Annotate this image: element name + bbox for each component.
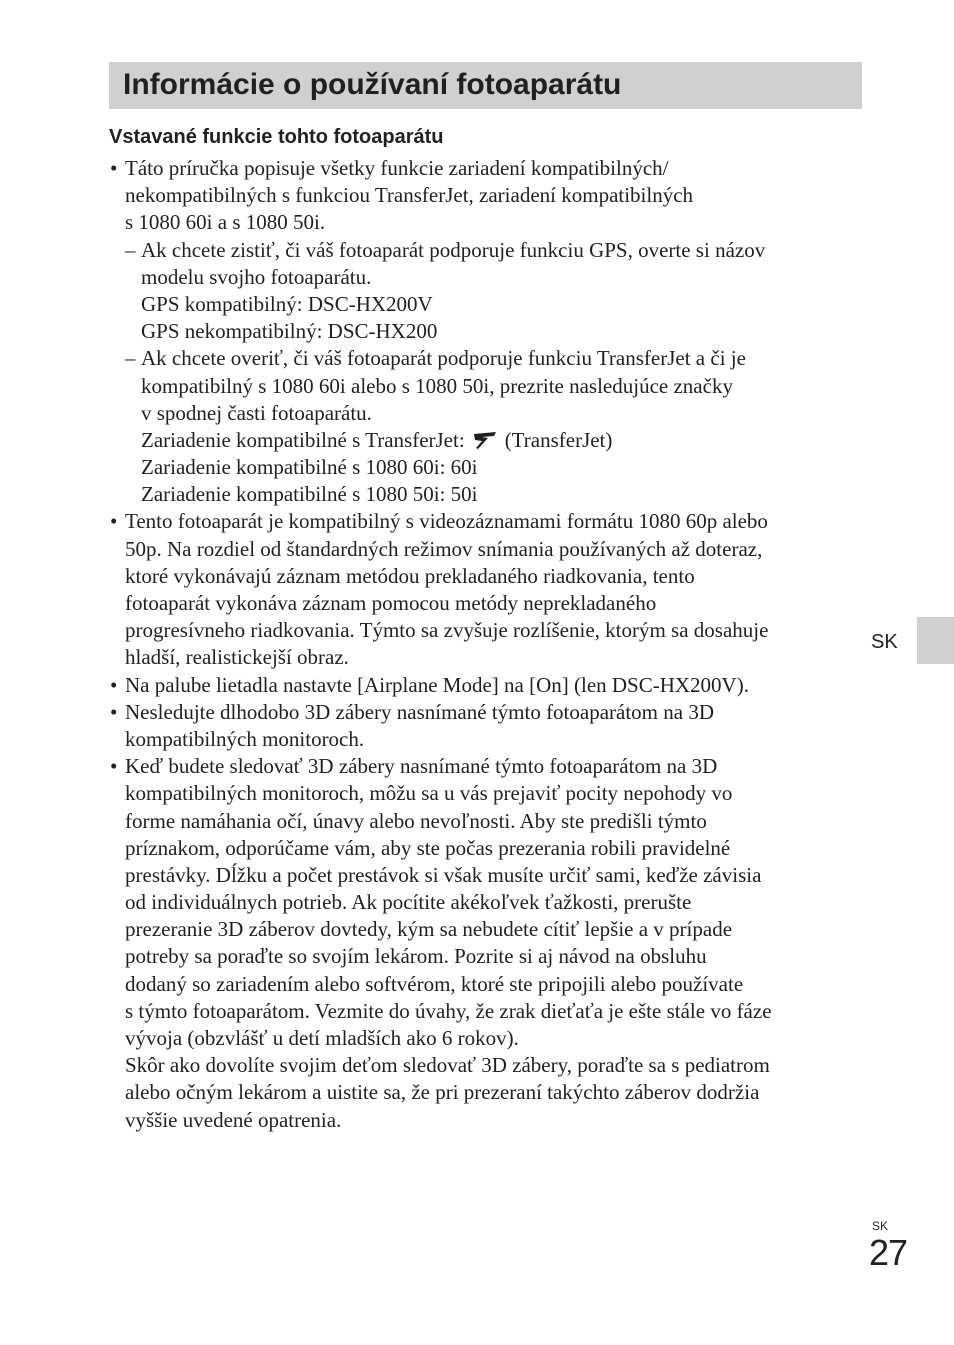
- list-item-line: [109, 753, 869, 780]
- transferjet-line: [109, 427, 869, 454]
- bullet-mark: •: [110, 509, 118, 534]
- title-bar: [109, 62, 862, 109]
- paragraph-line: ktoré vykonávajú záznam metódou prekladaného riadkovania, tento: [125, 563, 695, 588]
- bullet-mark: •: [110, 672, 118, 697]
- paragraph-line: v spodnej časti fotoaparátu.: [141, 400, 372, 425]
- dash-mark: –: [125, 346, 136, 371]
- paragraph-line: vývoja (obzvlášť u detí mladších ako 6 rokov).: [125, 1026, 519, 1050]
- section-heading: Vstavané funkcie tohto fotoaparátu: [109, 126, 444, 148]
- bullet-mark: •: [110, 699, 118, 724]
- bullet-mark: •: [110, 754, 118, 779]
- paragraph-line: kompatibilných monitoroch, môžu sa u vás prejaviť pocity nepohody vo: [125, 781, 733, 806]
- page-number: 27: [869, 1232, 908, 1273]
- list-item-line: [109, 508, 869, 535]
- paragraph-line: Tento fotoaparát je kompatibilný s videozáznamami formátu 1080 60p alebo: [125, 509, 768, 534]
- paragraph-line: Ak chcete overiť, či váš fotoaparát podporuje funkciu TransferJet a či je: [141, 346, 746, 371]
- paragraph-line: Zariadenie kompatibilné s 1080 50i: 50i: [141, 482, 478, 507]
- paragraph-line: dodaný so zariadením alebo softvérom, ktoré ste pripojili alebo používate: [125, 971, 744, 996]
- paragraph-line: forme namáhania očí, únavy alebo nevoľnosti. Aby ste predišli týmto: [125, 808, 707, 833]
- paragraph-line: príznakom, odporúčame vám, aby ste počas prezerania robili pravidelné: [125, 835, 731, 860]
- paragraph-line: modelu svojho fotoaparátu.: [141, 264, 372, 289]
- paragraph-line: Ak chcete zistiť, či váš fotoaparát podporuje funkciu GPS, overte si názov: [141, 237, 766, 262]
- paragraph-line: kompatibilných monitoroch.: [125, 726, 365, 751]
- paragraph-line: GPS nekompatibilný: DSC-HX200: [141, 319, 438, 344]
- sub-list-item-line: [109, 237, 869, 264]
- paragraph-line: (TransferJet): [504, 427, 613, 452]
- paragraph-line: hladší, realistickejší obraz.: [125, 645, 349, 670]
- paragraph-line: Keď budete sledovať 3D zábery nasnímané týmto fotoaparátom na 3D: [125, 754, 718, 779]
- paragraph-line: Na palube lietadla nastavte [Airplane Mode] na [On] (len DSC-HX200V).: [125, 672, 749, 697]
- bullet-mark: •: [110, 156, 118, 180]
- body-text: [109, 155, 869, 1134]
- list-item-line: [109, 155, 869, 182]
- transferjet-logo-icon: [473, 430, 497, 457]
- paragraph-line: Táto príručka popisuje všetky funkcie zariadení kompatibilných/: [125, 156, 669, 180]
- paragraph-line: GPS kompatibilný: DSC-HX200V: [141, 291, 433, 316]
- paragraph-line: alebo očným lekárom a uistite sa, že pri prezeraní takýchto záberov dodržia: [125, 1080, 760, 1105]
- paragraph-line: 50p. Na rozdiel od štandardných režimov snímania používaných až doteraz,: [125, 536, 763, 561]
- paragraph-line: potreby sa poraďte so svojím lekárom. Pozrite si aj návod na obsluhu: [125, 944, 707, 969]
- paragraph-line: s 1080 60i a s 1080 50i.: [125, 210, 326, 235]
- page-language-code: SK: [872, 1219, 889, 1233]
- paragraph-line: progresívneho riadkovania. Týmto sa zvyšuje rozlíšenie, ktorým sa dosahuje: [125, 618, 769, 643]
- paragraph-line: fotoaparát vykonáva záznam pomocou metódy neprekladaného: [125, 591, 657, 615]
- paragraph-line: Skôr ako dovolíte svojim deťom sledovať 3D zábery, poraďte sa s pediatrom: [125, 1053, 770, 1078]
- paragraph-line: kompatibilný s 1080 60i alebo s 1080 50i, prezrite nasledujúce značky: [141, 373, 733, 398]
- paragraph-line: prezeranie 3D záberov dovtedy, kým sa nebudete cítiť lepšie a v prípade: [125, 917, 733, 942]
- language-tab: [917, 617, 954, 664]
- paragraph-line: od individuálnych potrieb. Ak pocítite akékoľvek ťažkosti, prerušte: [125, 890, 692, 915]
- paragraph-line: Zariadenie kompatibilné s 1080 60i: 60i: [141, 455, 478, 480]
- paragraph-line: s týmto fotoaparátom. Vezmite do úvahy, že zrak dieťaťa je ešte stále vo fáze: [125, 998, 772, 1023]
- page-title: Informácie o používaní fotoaparátu: [123, 68, 622, 101]
- language-tab-label: SK: [871, 631, 898, 653]
- list-item-line: [109, 672, 869, 699]
- paragraph-line: prestávky. Dĺžku a počet prestávok si však musíte určiť sami, keďže závisia: [125, 862, 762, 887]
- dash-mark: –: [125, 237, 136, 262]
- sub-list-item-line: [109, 345, 869, 372]
- paragraph-line: Zariadenie kompatibilné s TransferJet:: [141, 427, 465, 452]
- list-item-line: [109, 699, 869, 726]
- paragraph-line: Nesledujte dlhodobo 3D zábery nasnímané týmto fotoaparátom na 3D: [125, 699, 715, 724]
- paragraph-line: vyššie uvedené opatrenia.: [125, 1107, 342, 1132]
- paragraph-line: nekompatibilných s funkciou TransferJet, zariadení kompatibilných: [125, 183, 694, 208]
